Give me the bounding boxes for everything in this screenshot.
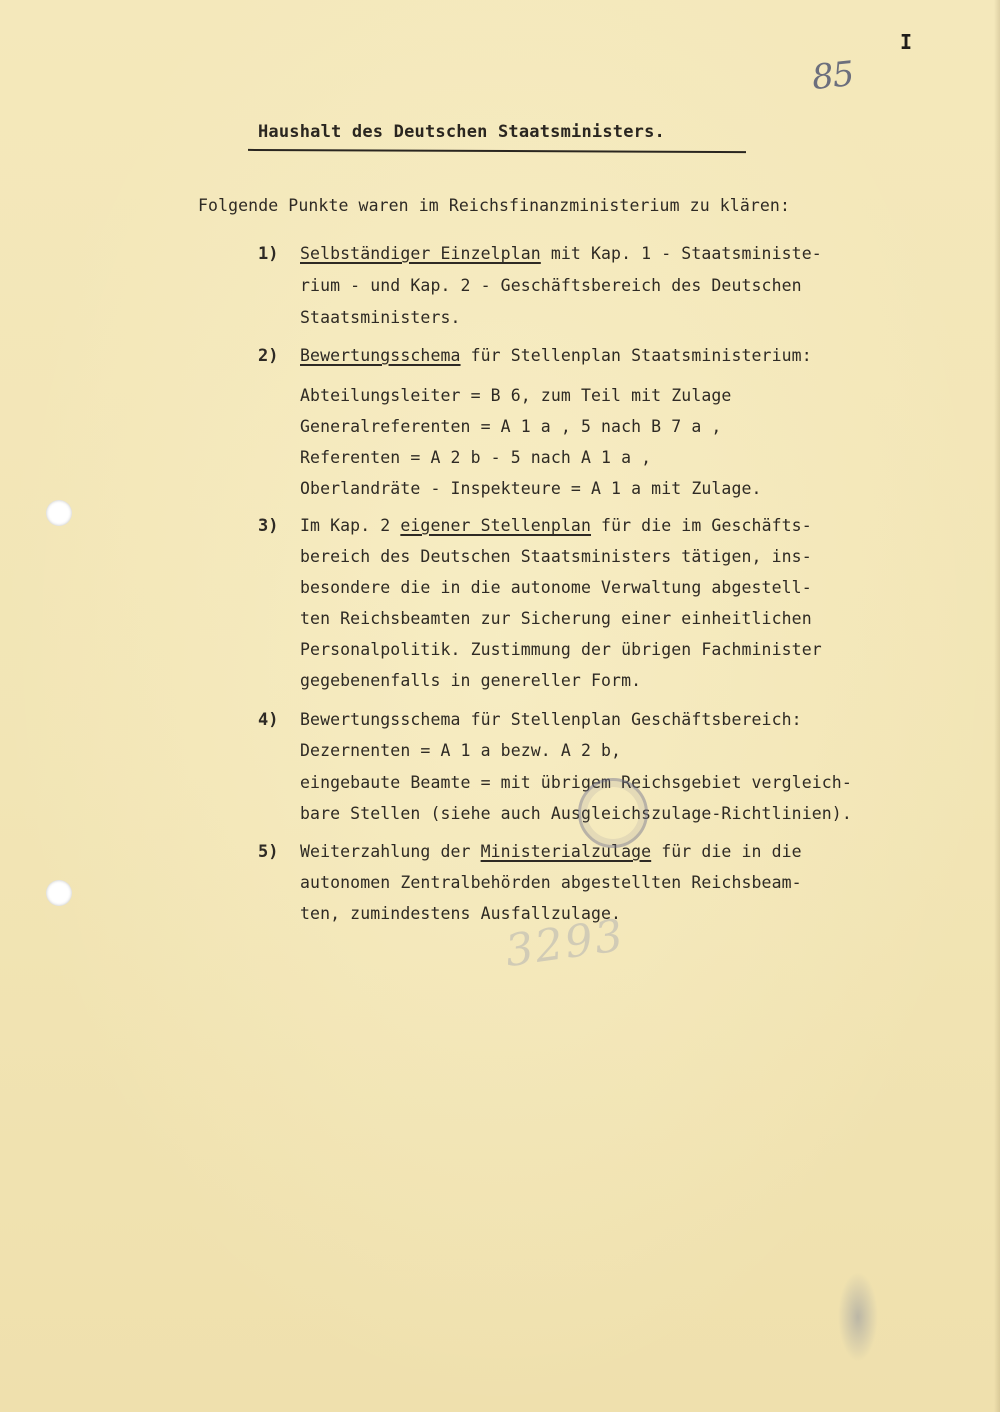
item-number: 5) [258,842,279,862]
item-line: Referenten = A 2 b - 5 nach A 1 a , [300,448,652,467]
title-underline [248,149,746,153]
ink-smudge [838,1272,878,1362]
item-line: Bewertungsschema für Stellenplan Staatsministerium: [300,346,812,365]
item-line: autonomen Zentralbehörden abgestellten Reichsbeam- [300,873,802,892]
archive-stamp [578,778,648,848]
item-number: 3) [258,516,279,536]
item-line: Staatsministers. [300,308,461,327]
item-line: bereich des Deutschen Staatsministers tätigen, ins- [300,547,812,566]
page-number: I [900,30,913,54]
item-line: besondere die in die autonome Verwaltung abgestell- [300,578,812,597]
item-line: ten Reichsbeamten zur Sicherung einer einheitlichen [300,609,812,628]
item-line: Dezernenten = A 1 a bezw. A 2 b, [300,741,622,760]
document-title: Haushalt des Deutschen Staatsministers. [258,122,665,142]
item-line: Personalpolitik. Zustimmung der übrigen Fachminister [300,640,822,659]
item-number: 1) [258,244,279,264]
item-line: Bewertungsschema für Stellenplan Geschäftsbereich: [300,710,802,729]
item-line: ten, zumindestens Ausfallzulage. [300,904,622,923]
punch-hole-bottom [46,880,72,906]
underlined-term: Bewertungsschema [300,346,461,365]
item-line: gegebenenfalls in genereller Form. [300,671,642,690]
intro-sentence: Folgende Punkte waren im Reichsfinanzministerium zu klären: [198,196,790,215]
underlined-term: eigener Stellenplan [400,516,591,535]
handwritten-folio-number: 85 [810,53,856,99]
item-number: 2) [258,346,279,366]
item-line: bare Stellen (siehe auch Ausgleichszulage-Richtlinien). [300,804,852,823]
faint-pencil-mark: 3293 [502,909,628,978]
page-edge-shadow [994,0,1000,1412]
item-line: Abteilungsleiter = B 6, zum Teil mit Zulage [300,386,732,405]
item-number: 4) [258,710,279,730]
item-line: Generalreferenten = A 1 a , 5 nach B 7 a , [300,417,722,436]
underlined-term: Selbständiger Einzelplan [300,244,541,263]
item-line: Oberlandräte - Inspekteure = A 1 a mit Zulage. [300,479,762,498]
item-line: rium - und Kap. 2 - Geschäftsbereich des Deutschen [300,276,802,295]
item-line: Weiterzahlung der Ministerialzulage für die in die [300,842,802,861]
item-line: Im Kap. 2 eigener Stellenplan für die im Geschäfts- [300,516,812,535]
item-line: Selbständiger Einzelplan mit Kap. 1 - Staatsministe- [300,244,822,263]
underlined-term: Ministerialzulage [480,842,652,861]
punch-hole-top [46,500,72,526]
item-line: eingebaute Beamte = mit übrigem Reichsgebiet vergleich- [300,773,852,792]
